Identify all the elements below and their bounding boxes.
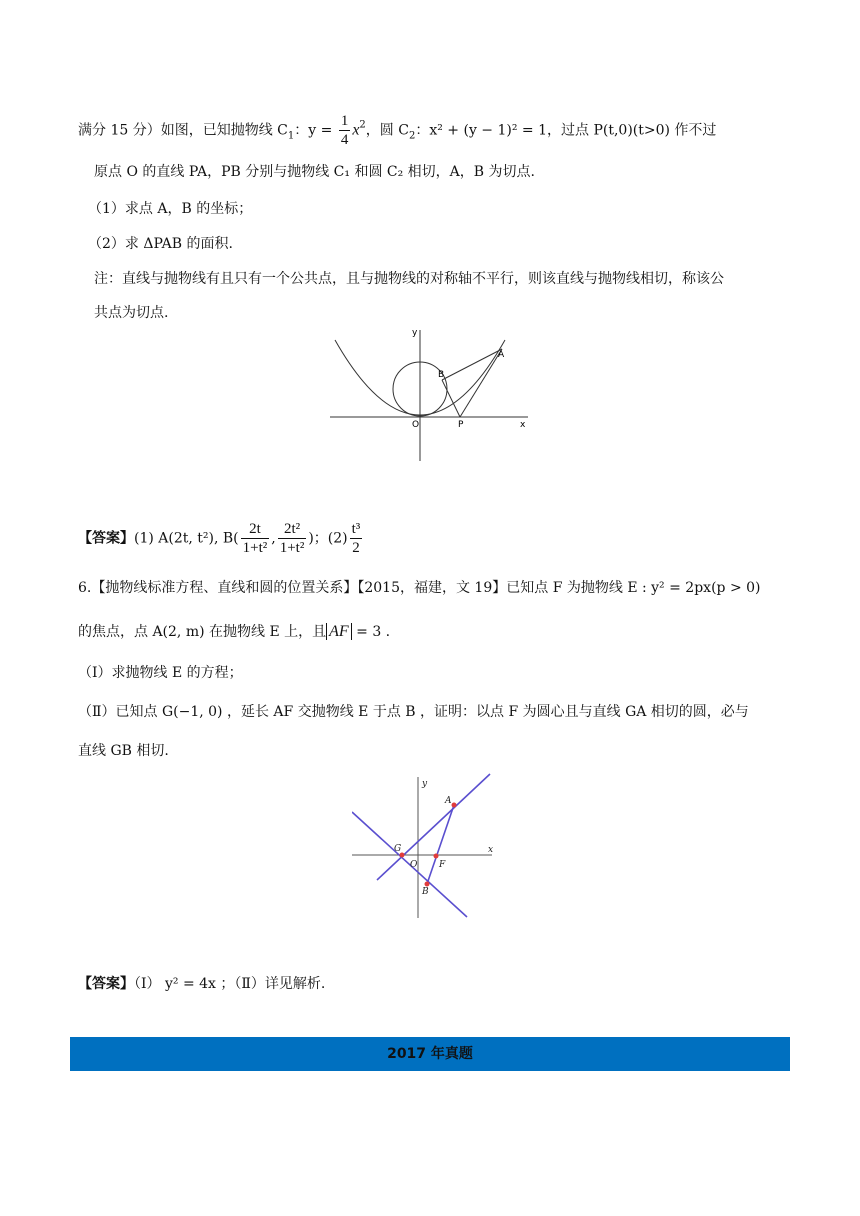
problem6-question1: （Ⅰ）求抛物线 E 的方程； (78, 665, 243, 681)
x-axis-label: x (520, 420, 526, 430)
section-header-title: 2017 年真题 (387, 1046, 473, 1062)
tangent-line-pa (460, 349, 502, 417)
parabola-tangent-figure (352, 772, 497, 920)
point-a-label: A (445, 796, 452, 806)
point-b-label: B (438, 370, 445, 380)
tangent-line-pb (442, 380, 460, 417)
point-g-label: G (394, 844, 402, 854)
origin-label: O (410, 860, 418, 870)
point-b (425, 882, 430, 887)
point-a (452, 803, 457, 808)
point-f-label: F (439, 860, 446, 870)
problem5-note-line2: 共点为切点. (94, 305, 169, 321)
problem5-header: 满分 15 分）如图，已知抛物线 $C_1$：y = $\frac{1}{4}$ $x^2$，圆 $C_2$：x² + (y − 1)² = 1，过点 P(t,0)(t>0) 作不过 (78, 113, 717, 148)
line-ab (427, 805, 454, 884)
problem5-note-line1: 注：直线与抛物线有且只有一个公共点，且与抛物线的对称轴不平行，则该直线与抛物线相切，称该公 (94, 271, 724, 287)
point-b-label: B (422, 887, 429, 897)
origin-label: O (412, 420, 420, 430)
x-axis-label: x (488, 845, 494, 855)
problem5-question2: （2）求 ΔPAB 的面积. (88, 236, 233, 252)
problem6-line1: 6.【抛物线标准方程、直线和圆的位置关系】【2015，福建，文 19】已知点 F 为抛物线 E : y² = 2px(p > 0) (78, 580, 761, 596)
answer-tag: 【答案】 (78, 530, 134, 547)
problem6-question2: （Ⅱ）已知点 G(−1, 0) ，延长 AF 交抛物线 E 于点 B ，证明：以点 F 为圆心且与直线 GA 相切的圆，必与 (78, 704, 749, 720)
point-f (434, 854, 439, 859)
problem6-question3: 直线 GB 相切. (78, 743, 169, 759)
parabola-circle-figure (330, 325, 530, 465)
point-p-label: P (458, 420, 464, 430)
problem5-question1: （1）求点 A，B 的坐标； (88, 201, 253, 217)
y-axis-label: y (412, 328, 418, 338)
problem6-answer: 【答案】（Ⅰ） y² = 4x ；（Ⅱ）详见解析. (78, 976, 326, 992)
problem5-answer: 【答案】(1) A(2t, t²), B( $\frac{2t}{\text{1+t²}}$ , $\frac{\text{2t²}}{\text{1+t²}}$ )；(2) $\frac{\text{t³}}{2}$ (78, 521, 361, 556)
fraction-quarter: $\frac{1}{4}$ (340, 113, 349, 148)
answer-tag: 【答案】 (78, 976, 134, 992)
y-axis-label: y (422, 779, 428, 789)
point-a-label: A (498, 350, 505, 360)
problem6-line2: 的焦点，点 A(2, m) 在抛物线 E 上，且 AF = 3 . (78, 623, 391, 640)
section-header-bar (70, 1037, 790, 1071)
problem5-line2: 原点 O 的直线 PA，PB 分别与抛物线 C₁ 和圆 C₂ 相切，A，B 为切点. (94, 164, 535, 180)
